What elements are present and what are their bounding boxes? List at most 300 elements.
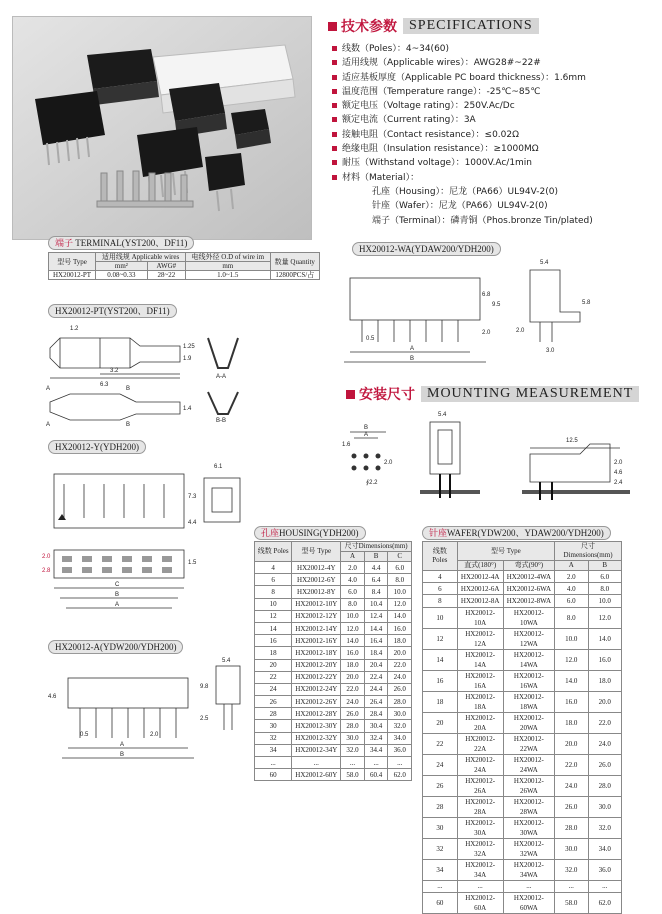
table-row xyxy=(255,586,412,598)
table-cell: 22 xyxy=(423,733,458,754)
table-row: HX20012-PT 0.08~0.33 28~22 1.0~1.5 12800PCS/占 xyxy=(49,271,320,280)
svg-text:A: A xyxy=(120,742,125,748)
spec-item: 绝缘电阻（Insulation resistance）：≥1000MΩ xyxy=(332,142,652,156)
housing-table: 线数 Poles 型号 Type 尺寸Dimensions(mm) A B C 4 HX20012-4Y 2.0 4.4 6.0 6 HX20012-6Y 4.0 6.4 8.0 8 HX20012-8Y 6.0 8.4 10.0 10 HX20012-10Y 8.0 10.4 12.0 12 HX20012-12Y 10.0 12.4 14.0 14 HX20012-14Y 12.0 14.4 16.0 16 HX20012-16Y 14.0 16.4 18.0 18 HX20012-18Y 16.0 18.4 20.0 20 HX20012-20Y 18.0 20.4 22.0 22 HX20012-22Y 20.0 22.4 24.0 24 HX20012-24Y 22.0 24.4 26.0 26 HX20012-26Y 24.0 26.4 28.0 28 HX20012-28Y 26.0 28.4 30.0 30 HX20012-30Y 28.0 30.4 32.0 32 HX20012-32Y 30.0 32.4 34.0 34 HX20012-34Y 32.0 34.4 36.0 ... ... ... ... ... 60 HX20012-60Y 58.0 60.4 62.0 xyxy=(254,541,412,781)
table-cell: 12.0 xyxy=(555,649,588,670)
table-cell: 6.0 xyxy=(388,562,412,574)
table-cell: 8 xyxy=(423,595,458,607)
table-row xyxy=(423,595,622,607)
table-cell: 4 xyxy=(423,571,458,583)
svg-text:B: B xyxy=(126,422,131,428)
table-row xyxy=(423,775,622,796)
table-cell: HX20012-22A xyxy=(457,733,503,754)
table-cell: 16 xyxy=(255,635,292,647)
table-cell: 12 xyxy=(255,610,292,622)
svg-text:A: A xyxy=(115,602,120,608)
table-row xyxy=(423,817,622,838)
table-cell: HX20012-8Y xyxy=(292,586,341,598)
table-row xyxy=(423,628,622,649)
table-row xyxy=(255,622,412,634)
terminal-label: 端子 TERMINAL(YST200、DF11) xyxy=(48,236,194,250)
table-cell: HX20012-26A xyxy=(457,775,503,796)
svg-text:5.8: 5.8 xyxy=(582,300,591,306)
table-cell: 36.0 xyxy=(588,859,621,880)
svg-text:9.8: 9.8 xyxy=(200,684,209,690)
table-row xyxy=(423,796,622,817)
table-cell: 28.0 xyxy=(388,696,412,708)
svg-text:5.4: 5.4 xyxy=(222,658,231,664)
table-cell: HX20012-34WA xyxy=(503,859,554,880)
table-cell: 34 xyxy=(423,859,458,880)
table-cell: 20.0 xyxy=(555,733,588,754)
table-row xyxy=(423,583,622,595)
table-cell: 12.4 xyxy=(364,610,388,622)
table-cell: HX20012-10A xyxy=(457,607,503,628)
table-cell: 22 xyxy=(255,671,292,683)
svg-text:∮2.2: ∮2.2 xyxy=(366,480,378,486)
table-cell: 14 xyxy=(423,649,458,670)
table-cell: ... xyxy=(255,757,292,769)
svg-text:5.4: 5.4 xyxy=(438,412,447,418)
table-cell: 4 xyxy=(255,562,292,574)
svg-text:2.0: 2.0 xyxy=(42,554,51,560)
table-cell: 14.0 xyxy=(588,628,621,649)
table-cell: 30 xyxy=(423,817,458,838)
table-cell: HX20012-28Y xyxy=(292,708,341,720)
table-cell: 8.0 xyxy=(341,598,365,610)
th-wires: 适用线规 Applicable wires xyxy=(96,253,186,262)
table-cell: 26.0 xyxy=(588,754,621,775)
table-cell: 30.0 xyxy=(555,838,588,859)
svg-text:1.25: 1.25 xyxy=(183,344,195,350)
svg-text:A: A xyxy=(410,346,415,352)
table-cell: 32.0 xyxy=(341,744,365,756)
table-cell: 58.0 xyxy=(341,769,365,781)
spec-item: 额定电流（Current rating）：3A xyxy=(332,113,652,127)
table-cell: 14.0 xyxy=(388,610,412,622)
table-cell: HX20012-32WA xyxy=(503,838,554,859)
svg-text:4.4: 4.4 xyxy=(188,520,197,526)
svg-text:2.8: 2.8 xyxy=(42,568,51,574)
th-dims: 尺寸Dimensions(mm) xyxy=(341,542,412,552)
table-row xyxy=(423,670,622,691)
table-cell: 32.0 xyxy=(388,720,412,732)
table-row xyxy=(255,659,412,671)
table-cell: HX20012-60WA xyxy=(503,892,554,913)
table-cell: 28.0 xyxy=(341,720,365,732)
spec-item: 接触电阻（Contact resistance）：≤0.02Ω xyxy=(332,128,652,142)
table-cell: HX20012-12A xyxy=(457,628,503,649)
table-cell: HX20012-20A xyxy=(457,712,503,733)
table-cell: HX20012-60A xyxy=(457,892,503,913)
table-cell: 24.4 xyxy=(364,683,388,695)
svg-text:4.6: 4.6 xyxy=(48,694,57,700)
table-cell: 10 xyxy=(255,598,292,610)
th-poles: 线数 Poles xyxy=(255,542,292,562)
table-cell: HX20012-4A xyxy=(457,571,503,583)
table-cell: 22.0 xyxy=(588,712,621,733)
table-cell: HX20012-8A xyxy=(457,595,503,607)
table-cell: 2.0 xyxy=(341,562,365,574)
table-cell: 8 xyxy=(255,586,292,598)
table-cell: 16.4 xyxy=(364,635,388,647)
y-label: HX20012-Y(YDH200) xyxy=(48,440,146,454)
table-cell: 12.0 xyxy=(341,622,365,634)
table-row xyxy=(255,562,412,574)
table-cell: HX20012-12Y xyxy=(292,610,341,622)
table-cell: HX20012-24WA xyxy=(503,754,554,775)
table-row xyxy=(255,732,412,744)
th-awg: AWG# xyxy=(147,262,185,271)
specs-heading xyxy=(328,16,648,38)
svg-text:B: B xyxy=(120,752,125,758)
table-cell: HX20012-4Y xyxy=(292,562,341,574)
table-row xyxy=(423,838,622,859)
table-cell: 34.0 xyxy=(588,838,621,859)
table-cell: HX20012-30A xyxy=(457,817,503,838)
table-cell: HX20012-8WA xyxy=(503,595,554,607)
svg-text:2.4: 2.4 xyxy=(614,480,623,486)
bullet-icon xyxy=(332,103,337,108)
table-cell: HX20012-34Y xyxy=(292,744,341,756)
table-cell: HX20012-28A xyxy=(457,796,503,817)
table-cell: 20.4 xyxy=(364,659,388,671)
mounting-title-en: MOUNTING MEASUREMENT xyxy=(421,386,639,402)
table-cell: 28.4 xyxy=(364,708,388,720)
table-cell: ... xyxy=(555,880,588,892)
specs-title-en: SPECIFICATIONS xyxy=(403,18,539,34)
table-cell: HX20012-26WA xyxy=(503,775,554,796)
bullet-icon xyxy=(332,146,337,151)
table-row xyxy=(255,720,412,732)
table-cell: 26.0 xyxy=(388,683,412,695)
table-cell: HX20012-18Y xyxy=(292,647,341,659)
table-cell: 18.0 xyxy=(555,712,588,733)
table-cell: HX20012-12WA xyxy=(503,628,554,649)
table-cell: 6.4 xyxy=(364,574,388,586)
table-cell: 10.0 xyxy=(341,610,365,622)
pt-drawing xyxy=(40,318,320,428)
table-cell: HX20012-4WA xyxy=(503,571,554,583)
table-cell: 10.0 xyxy=(555,628,588,649)
svg-text:A: A xyxy=(364,432,369,438)
table-cell: 26.0 xyxy=(341,708,365,720)
table-cell: 22.4 xyxy=(364,671,388,683)
table-cell: 28 xyxy=(255,708,292,720)
table-cell: 62.0 xyxy=(588,892,621,913)
spec-item: 额定电压（Voltage rating）：250V.Ac/Dc xyxy=(332,99,652,113)
y-drawing xyxy=(40,454,250,624)
table-cell: 34 xyxy=(255,744,292,756)
svg-text:2.0: 2.0 xyxy=(516,328,525,334)
table-cell: 26 xyxy=(423,775,458,796)
table-cell: HX20012-18A xyxy=(457,691,503,712)
table-cell: HX20012-24A xyxy=(457,754,503,775)
table-cell: 60.4 xyxy=(364,769,388,781)
bullet-square-icon xyxy=(328,22,337,31)
th-mm2: mm² xyxy=(96,262,148,271)
table-cell: 20 xyxy=(423,712,458,733)
table-row xyxy=(255,696,412,708)
specs-list xyxy=(332,42,652,228)
table-cell: ... xyxy=(292,757,341,769)
table-cell: HX20012-10Y xyxy=(292,598,341,610)
svg-text:5.4: 5.4 xyxy=(540,260,549,266)
table-cell: 16.0 xyxy=(341,647,365,659)
table-row xyxy=(255,683,412,695)
material-wafer: 针座（Wafer）：尼龙（PA66）UL94V-2(0) xyxy=(372,201,548,212)
table-cell: 4.0 xyxy=(555,583,588,595)
specs-title-cn: 技术参数 xyxy=(341,19,397,35)
svg-text:A-A: A-A xyxy=(216,374,227,380)
table-cell: HX20012-22Y xyxy=(292,671,341,683)
table-cell: 16.0 xyxy=(388,622,412,634)
a-drawing xyxy=(40,654,250,764)
svg-text:2.5: 2.5 xyxy=(200,716,209,722)
table-cell: 24.0 xyxy=(388,671,412,683)
bullet-icon xyxy=(332,117,337,122)
material-terminal: 端子（Terminal）：磷青铜（Phos.bronze Tin/plated) xyxy=(372,215,593,226)
table-cell: 18 xyxy=(255,647,292,659)
svg-text:2.0: 2.0 xyxy=(614,460,623,466)
table-cell: 60 xyxy=(423,892,458,913)
a-label: HX20012-A(YDW200/YDH200) xyxy=(48,640,183,654)
table-cell: 20.0 xyxy=(388,647,412,659)
table-cell: 14.0 xyxy=(341,635,365,647)
table-cell: 4.4 xyxy=(364,562,388,574)
svg-text:B: B xyxy=(410,356,415,362)
table-cell: 34.4 xyxy=(364,744,388,756)
table-cell: 32 xyxy=(255,732,292,744)
svg-text:2.0: 2.0 xyxy=(384,460,393,466)
table-cell: HX20012-14WA xyxy=(503,649,554,670)
table-cell: 18.0 xyxy=(388,635,412,647)
table-row xyxy=(255,574,412,586)
th-type: 型号 Type xyxy=(457,542,554,561)
table-cell: 18.4 xyxy=(364,647,388,659)
table-row xyxy=(255,598,412,610)
table-cell: HX20012-16A xyxy=(457,670,503,691)
table-cell: ... xyxy=(341,757,365,769)
table-row xyxy=(255,757,412,769)
table-cell: 30 xyxy=(255,720,292,732)
table-row xyxy=(423,859,622,880)
th-mm: mm xyxy=(185,262,270,271)
th-od: 电线外径 O.D of wire im xyxy=(185,253,270,262)
svg-text:1.6: 1.6 xyxy=(342,442,351,448)
table-cell: HX20012-10WA xyxy=(503,607,554,628)
table-cell: 14 xyxy=(255,622,292,634)
table-cell: HX20012-28WA xyxy=(503,796,554,817)
table-row xyxy=(255,635,412,647)
mounting-drawing xyxy=(340,408,640,508)
table-cell: 12.0 xyxy=(588,607,621,628)
table-row xyxy=(423,712,622,733)
table-cell: 22.0 xyxy=(341,683,365,695)
table-cell: 16.0 xyxy=(555,691,588,712)
svg-text:B: B xyxy=(126,386,131,392)
table-row xyxy=(423,892,622,913)
svg-text:6.8: 6.8 xyxy=(482,292,491,298)
table-cell: HX20012-14A xyxy=(457,649,503,670)
table-cell: 8.0 xyxy=(555,607,588,628)
mounting-heading xyxy=(346,384,639,404)
table-row xyxy=(423,571,622,583)
table-cell: HX20012-26Y xyxy=(292,696,341,708)
table-cell: ... xyxy=(457,880,503,892)
table-cell: HX20012-60Y xyxy=(292,769,341,781)
table-row xyxy=(255,744,412,756)
svg-text:3.0: 3.0 xyxy=(546,348,555,354)
svg-text:7.3: 7.3 xyxy=(188,494,197,500)
svg-text:9.5: 9.5 xyxy=(492,302,501,308)
table-cell: 32.4 xyxy=(364,732,388,744)
spec-item: 适用线规（Applicable wires）：AWG28#~22# xyxy=(332,56,652,70)
table-cell: 28 xyxy=(423,796,458,817)
bullet-square-icon xyxy=(346,390,355,399)
table-cell: 30.0 xyxy=(588,796,621,817)
table-cell: 10.4 xyxy=(364,598,388,610)
wa-label: HX20012-WA(YDAW200/YDH200) xyxy=(352,242,501,256)
table-cell: 22.0 xyxy=(388,659,412,671)
table-cell: 30.0 xyxy=(341,732,365,744)
svg-text:B: B xyxy=(364,425,369,431)
table-cell: 12 xyxy=(423,628,458,649)
table-row xyxy=(423,607,622,628)
table-cell: 26 xyxy=(255,696,292,708)
table-cell: 6.0 xyxy=(341,586,365,598)
table-cell: HX20012-24Y xyxy=(292,683,341,695)
table-cell: 32.0 xyxy=(555,859,588,880)
table-cell: 4.0 xyxy=(341,574,365,586)
table-row xyxy=(423,880,622,892)
table-cell: 18.0 xyxy=(588,670,621,691)
svg-text:2.0: 2.0 xyxy=(150,732,159,738)
svg-text:2.0: 2.0 xyxy=(482,330,491,336)
table-cell: 10 xyxy=(423,607,458,628)
table-cell: 32.0 xyxy=(588,817,621,838)
svg-text:0.5: 0.5 xyxy=(366,336,375,342)
table-cell: 30.0 xyxy=(388,708,412,720)
bullet-icon xyxy=(332,75,337,80)
table-row xyxy=(423,733,622,754)
svg-text:6.1: 6.1 xyxy=(214,464,223,470)
svg-text:C: C xyxy=(115,582,120,588)
table-cell: HX20012-22WA xyxy=(503,733,554,754)
svg-text:1.9: 1.9 xyxy=(183,356,192,362)
svg-text:1.5: 1.5 xyxy=(188,560,197,566)
svg-text:1.2: 1.2 xyxy=(70,326,79,332)
table-row xyxy=(255,610,412,622)
svg-text:1.4: 1.4 xyxy=(183,406,192,412)
table-cell: 6.0 xyxy=(555,595,588,607)
th-dims: 尺寸Dimensions(mm) xyxy=(555,542,622,561)
table-cell: HX20012-6WA xyxy=(503,583,554,595)
table-cell: ... xyxy=(388,757,412,769)
table-cell: 10.0 xyxy=(588,595,621,607)
table-cell: 8.0 xyxy=(588,583,621,595)
table-cell: ... xyxy=(364,757,388,769)
table-row xyxy=(255,769,412,781)
housing-label: 孔座HOUSING(YDH200) xyxy=(254,526,366,540)
th-type: 型号 Type xyxy=(292,542,341,562)
table-cell: 20.0 xyxy=(588,691,621,712)
table-cell: HX20012-14Y xyxy=(292,622,341,634)
table-cell: 24.0 xyxy=(555,775,588,796)
bullet-icon xyxy=(332,160,337,165)
table-cell: 16.0 xyxy=(588,649,621,670)
table-cell: 24 xyxy=(423,754,458,775)
bullet-icon xyxy=(332,46,337,51)
table-row xyxy=(423,691,622,712)
table-row xyxy=(423,649,622,670)
product-photo xyxy=(12,16,312,240)
table-cell: 6.0 xyxy=(588,571,621,583)
table-cell: 26.4 xyxy=(364,696,388,708)
table-cell: HX20012-16WA xyxy=(503,670,554,691)
spec-item: 线数（Poles）：4~34(60) xyxy=(332,42,652,56)
pt-label: HX20012-PT(YST200、DF11) xyxy=(48,304,177,318)
table-cell: 6 xyxy=(255,574,292,586)
table-cell: 34.0 xyxy=(388,732,412,744)
svg-text:0.5: 0.5 xyxy=(80,732,89,738)
table-cell: ... xyxy=(588,880,621,892)
table-row xyxy=(255,671,412,683)
table-cell: 24.0 xyxy=(341,696,365,708)
table-cell: HX20012-18WA xyxy=(503,691,554,712)
svg-text:3.2: 3.2 xyxy=(110,368,119,374)
wa-drawing xyxy=(340,256,600,374)
svg-text:A: A xyxy=(46,386,51,392)
table-cell: 28.0 xyxy=(555,817,588,838)
bullet-icon xyxy=(332,175,337,180)
table-cell: 60 xyxy=(255,769,292,781)
table-cell: 18 xyxy=(423,691,458,712)
table-cell: 58.0 xyxy=(555,892,588,913)
table-cell: 14.4 xyxy=(364,622,388,634)
table-cell: 36.0 xyxy=(388,744,412,756)
bullet-icon xyxy=(332,132,337,137)
table-cell: 12.0 xyxy=(388,598,412,610)
bullet-icon xyxy=(332,89,337,94)
table-cell: HX20012-32A xyxy=(457,838,503,859)
spec-item: 温度范围（Temperature range）：-25℃~85℃ xyxy=(332,85,652,99)
table-cell: 16 xyxy=(423,670,458,691)
svg-text:A: A xyxy=(46,422,51,428)
table-cell: 6 xyxy=(423,583,458,595)
table-cell: 24 xyxy=(255,683,292,695)
table-cell: ... xyxy=(423,880,458,892)
table-cell: HX20012-32Y xyxy=(292,732,341,744)
spec-item: 耐压（Withstand voltage）：1000V.Ac/1min xyxy=(332,156,652,170)
svg-text:12.5: 12.5 xyxy=(566,438,578,444)
table-cell: 2.0 xyxy=(555,571,588,583)
table-cell: 24.0 xyxy=(588,733,621,754)
svg-text:6.3: 6.3 xyxy=(100,382,109,388)
svg-text:4.6: 4.6 xyxy=(614,470,623,476)
table-cell: 20.0 xyxy=(341,671,365,683)
table-row xyxy=(255,647,412,659)
table-cell: 22.0 xyxy=(555,754,588,775)
table-row xyxy=(255,708,412,720)
table-cell: HX20012-20Y xyxy=(292,659,341,671)
table-cell: 8.0 xyxy=(388,574,412,586)
svg-text:B-B: B-B xyxy=(216,418,227,424)
table-cell: HX20012-34A xyxy=(457,859,503,880)
table-cell: HX20012-16Y xyxy=(292,635,341,647)
table-cell: 10.0 xyxy=(388,586,412,598)
wafer-label: 针座WAFER(YDW200、YDAW200/YDH200) xyxy=(422,526,611,540)
